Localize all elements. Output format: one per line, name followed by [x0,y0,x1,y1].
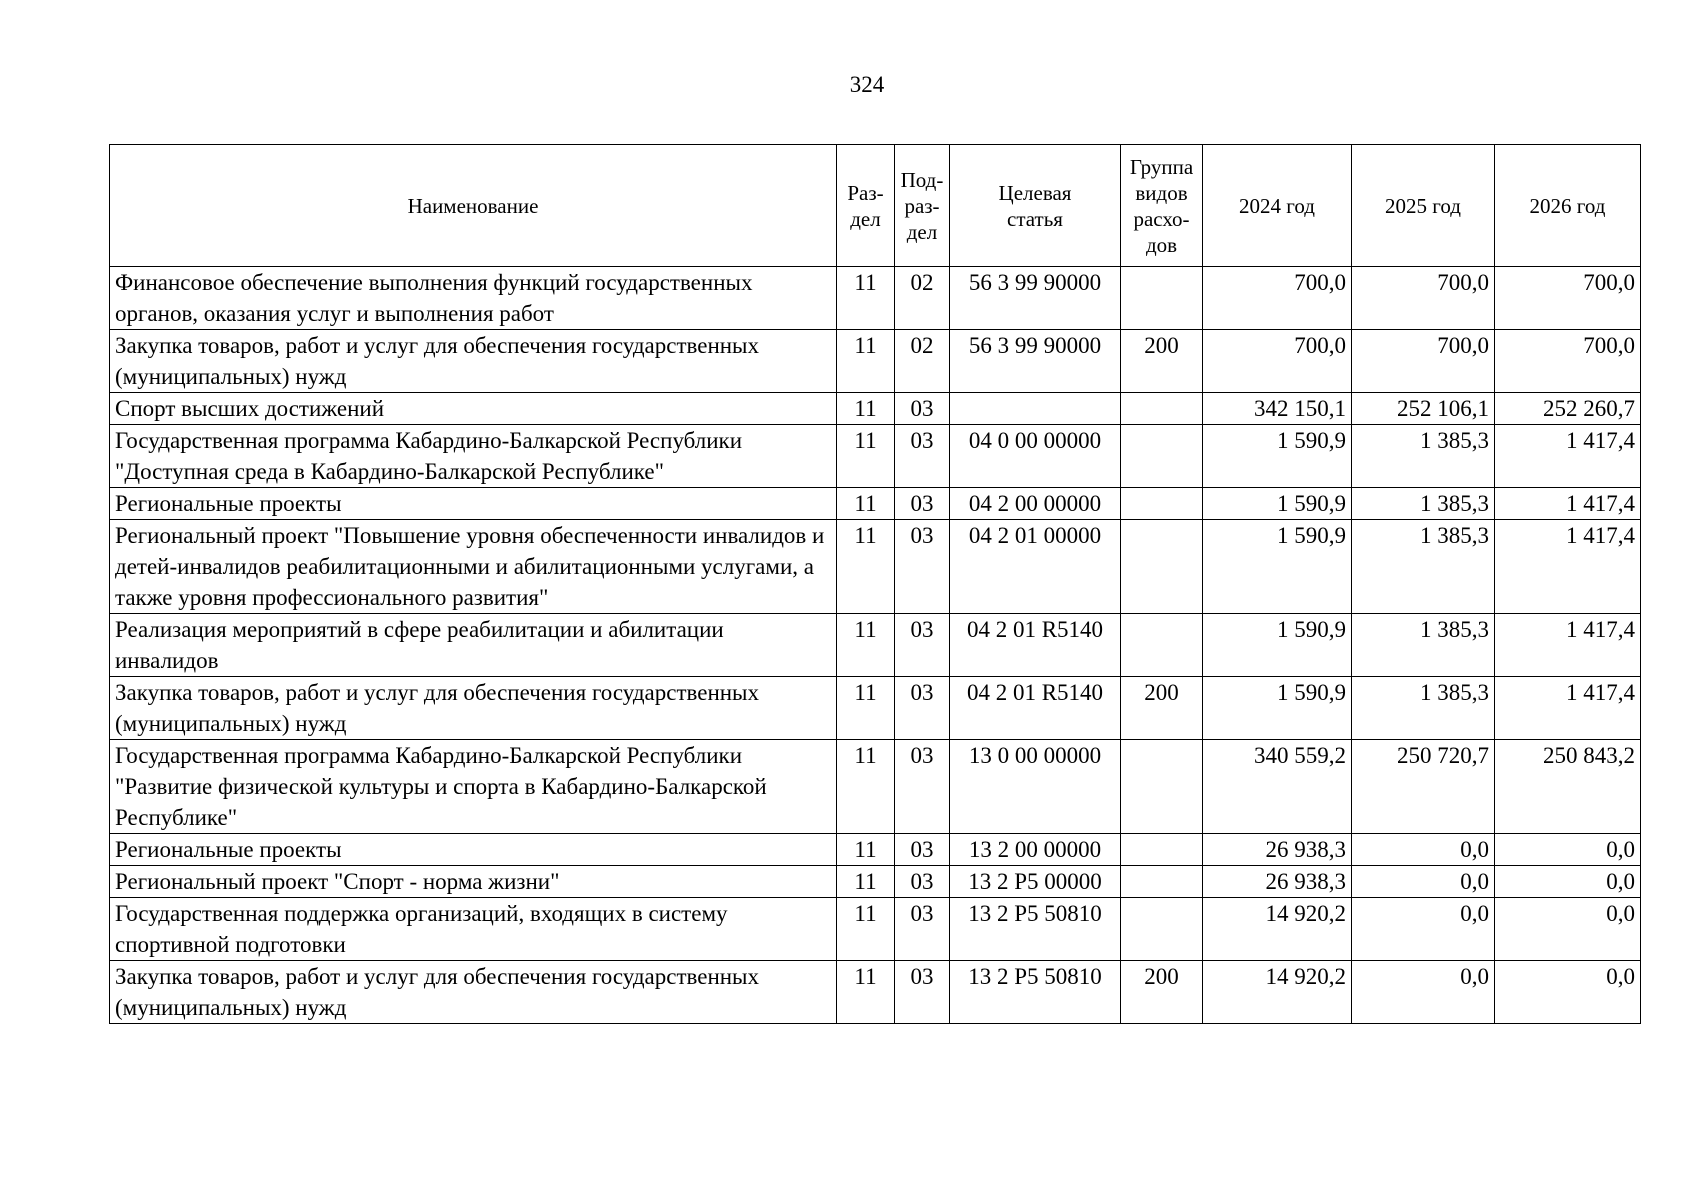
cell-expense-group [1121,614,1203,677]
cell-2026: 700,0 [1495,330,1641,393]
cell-expense-group [1121,834,1203,866]
page-number: 324 [849,72,885,97]
cell-section: 11 [837,520,895,614]
cell-section: 11 [837,393,895,425]
cell-subsection: 02 [895,267,950,330]
cell-2026: 1 417,4 [1495,677,1641,740]
cell-2026: 700,0 [1495,267,1641,330]
cell-subsection: 03 [895,425,950,488]
cell-2025: 1 385,3 [1352,677,1495,740]
cell-2026: 252 260,7 [1495,393,1641,425]
cell-target-article: 13 0 00 00000 [950,740,1121,834]
cell-expense-group [1121,267,1203,330]
cell-target-article: 13 2 P5 00000 [950,866,1121,898]
cell-2024: 700,0 [1203,330,1352,393]
cell-expense-group: 200 [1121,677,1203,740]
cell-subsection: 03 [895,834,950,866]
cell-section: 11 [837,425,895,488]
cell-2025: 1 385,3 [1352,520,1495,614]
cell-expense-group [1121,898,1203,961]
cell-name: Закупка товаров, работ и услуг для обеспечения государственных (муниципальных) нужд [110,677,837,740]
header-section [837,145,895,267]
cell-2025: 0,0 [1352,834,1495,866]
cell-section: 11 [837,614,895,677]
cell-2026: 1 417,4 [1495,614,1641,677]
header-row [110,145,1641,267]
cell-2025: 1 385,3 [1352,614,1495,677]
cell-name: Государственная поддержка организаций, входящих в систему спортивной подготовки [110,898,837,961]
cell-expense-group [1121,488,1203,520]
header-subsection-label: Под- раз- дел [900,167,944,244]
cell-target-article [950,393,1121,425]
cell-subsection: 03 [895,614,950,677]
cell-2025: 0,0 [1352,898,1495,961]
cell-target-article: 04 0 00 00000 [950,425,1121,488]
cell-2024: 14 920,2 [1203,898,1352,961]
cell-2024: 700,0 [1203,267,1352,330]
table-row [110,614,1641,677]
cell-2024: 26 938,3 [1203,866,1352,898]
cell-2025: 0,0 [1352,866,1495,898]
cell-name: Государственная программа Кабардино-Балкарской Республики "Доступная среда в Кабардино-Балкарской Республике" [110,425,837,488]
cell-2025: 1 385,3 [1352,488,1495,520]
cell-2024: 1 590,9 [1203,488,1352,520]
table-row [110,677,1641,740]
cell-2026: 0,0 [1495,898,1641,961]
cell-name: Реализация мероприятий в сфере реабилитации и абилитации инвалидов [110,614,837,677]
table-row [110,488,1641,520]
cell-2026: 0,0 [1495,961,1641,1024]
cell-target-article: 56 3 99 90000 [950,267,1121,330]
cell-2026: 1 417,4 [1495,425,1641,488]
cell-name: Закупка товаров, работ и услуг для обеспечения государственных (муниципальных) нужд [110,330,837,393]
table-row [110,866,1641,898]
cell-2024: 1 590,9 [1203,677,1352,740]
cell-target-article: 04 2 01 R5140 [950,677,1121,740]
cell-2026: 0,0 [1495,866,1641,898]
header-2024: 2024 год [1203,145,1352,267]
cell-name: Региональные проекты [110,488,837,520]
cell-subsection: 03 [895,520,950,614]
cell-2026: 1 417,4 [1495,488,1641,520]
cell-expense-group: 200 [1121,330,1203,393]
table-row [110,961,1641,1024]
table-body [110,267,1641,1024]
cell-name: Региональный проект "Повышение уровня обеспеченности инвалидов и детей-инвалидов реабилитационными и абилитационными услугами, а также уровня профессионального развития" [110,520,837,614]
cell-name: Финансовое обеспечение выполнения функций государственных органов, оказания услуг и выполнения работ [110,267,837,330]
header-2025: 2025 год [1352,145,1495,267]
cell-subsection: 02 [895,330,950,393]
cell-subsection: 03 [895,898,950,961]
cell-expense-group [1121,393,1203,425]
cell-subsection: 03 [895,740,950,834]
cell-expense-group [1121,425,1203,488]
cell-2025: 700,0 [1352,267,1495,330]
cell-2025: 0,0 [1352,961,1495,1024]
cell-target-article: 04 2 00 00000 [950,488,1121,520]
table-row [110,267,1641,330]
table-row [110,834,1641,866]
cell-2025: 1 385,3 [1352,425,1495,488]
cell-section: 11 [837,898,895,961]
header-target-article-label: Целевая статья [998,180,1072,231]
budget-table [109,144,1641,1024]
header-expense-group [1121,145,1203,267]
cell-expense-group [1121,740,1203,834]
header-2026: 2026 год [1495,145,1641,267]
cell-target-article: 13 2 P5 50810 [950,898,1121,961]
table-row [110,520,1641,614]
cell-section: 11 [837,866,895,898]
table-row [110,330,1641,393]
cell-subsection: 03 [895,866,950,898]
cell-section: 11 [837,677,895,740]
cell-section: 11 [837,267,895,330]
header-target-article [950,145,1121,267]
cell-section: 11 [837,740,895,834]
header-subsection [895,145,950,267]
cell-target-article: 04 2 01 R5140 [950,614,1121,677]
cell-target-article: 13 2 P5 50810 [950,961,1121,1024]
cell-name: Спорт высших достижений [110,393,837,425]
cell-subsection: 03 [895,488,950,520]
cell-2024: 1 590,9 [1203,520,1352,614]
table-row [110,393,1641,425]
cell-subsection: 03 [895,677,950,740]
cell-section: 11 [837,330,895,393]
cell-2024: 342 150,1 [1203,393,1352,425]
cell-subsection: 03 [895,961,950,1024]
cell-name: Закупка товаров, работ и услуг для обеспечения государственных (муниципальных) нужд [110,961,837,1024]
table-row [110,898,1641,961]
cell-2026: 0,0 [1495,834,1641,866]
cell-name: Региональные проекты [110,834,837,866]
cell-section: 11 [837,488,895,520]
cell-2024: 1 590,9 [1203,614,1352,677]
cell-expense-group: 200 [1121,961,1203,1024]
cell-target-article: 04 2 01 00000 [950,520,1121,614]
cell-2024: 26 938,3 [1203,834,1352,866]
table-row [110,740,1641,834]
cell-2025: 250 720,7 [1352,740,1495,834]
cell-section: 11 [837,961,895,1024]
header-name: Наименование [110,145,837,267]
header-section-label: Раз- дел [847,180,884,231]
cell-2026: 250 843,2 [1495,740,1641,834]
cell-2024: 1 590,9 [1203,425,1352,488]
cell-name: Региональный проект "Спорт - норма жизни" [110,866,837,898]
cell-2026: 1 417,4 [1495,520,1641,614]
cell-subsection: 03 [895,393,950,425]
cell-2024: 14 920,2 [1203,961,1352,1024]
table-row [110,425,1641,488]
cell-name: Государственная программа Кабардино-Балкарской Республики "Развитие физической культуры и спорта в Кабардино-Балкарской Республике" [110,740,837,834]
cell-2025: 252 106,1 [1352,393,1495,425]
cell-expense-group [1121,866,1203,898]
cell-2025: 700,0 [1352,330,1495,393]
cell-target-article: 13 2 00 00000 [950,834,1121,866]
cell-section: 11 [837,834,895,866]
header-expense-group-label: Группа видов расхо- дов [1129,154,1194,257]
cell-expense-group [1121,520,1203,614]
cell-target-article: 56 3 99 90000 [950,330,1121,393]
cell-2024: 340 559,2 [1203,740,1352,834]
